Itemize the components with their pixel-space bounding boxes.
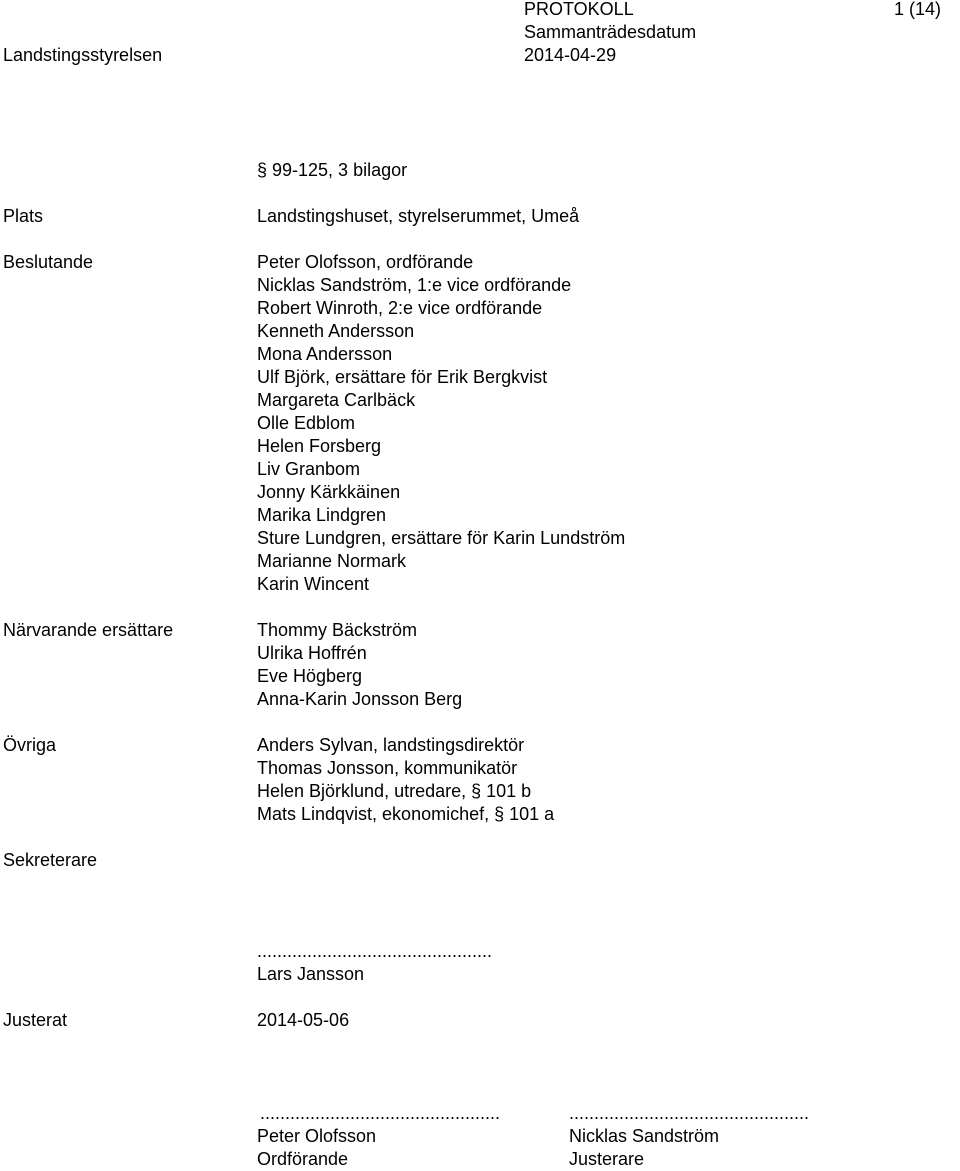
list-item: Olle Edblom — [257, 413, 356, 433]
list-item: Ulf Björk, ersättare för Erik Bergkvist — [257, 367, 548, 387]
meeting-date: 2014-04-29 — [524, 45, 617, 65]
others-list — [257, 734, 554, 826]
secretary-label: Sekreterare — [3, 850, 98, 870]
list-item: Nicklas Sandström, 1:e vice ordförande — [257, 275, 572, 295]
adjuster-role: Justerare — [569, 1149, 645, 1169]
list-item: Margareta Carlbäck — [257, 390, 416, 410]
list-item: Karin Wincent — [257, 574, 370, 594]
adjusted-label: Justerat — [3, 1010, 68, 1030]
secretary-signature-line: ............................................... — [257, 941, 493, 961]
list-item: Helen Forsberg — [257, 436, 382, 456]
paragraph-range: § 99-125, 3 bilagor — [257, 160, 408, 180]
adjuster-signature-line: ................................................ — [569, 1103, 810, 1123]
substitutes-label: Närvarande ersättare — [3, 620, 174, 640]
list-item: Anna-Karin Jonsson Berg — [257, 689, 463, 709]
list-item: Liv Granbom — [257, 459, 361, 479]
list-item: Eve Högberg — [257, 666, 363, 686]
page-number: 1 (14) — [894, 0, 942, 19]
list-item: Thomas Jonsson, kommunikatör — [257, 758, 518, 778]
list-item: Ulrika Hoffrén — [257, 643, 367, 663]
list-item: Robert Winroth, 2:e vice ordförande — [257, 298, 543, 318]
secretary-name: Lars Jansson — [257, 964, 365, 984]
list-item: Mona Andersson — [257, 344, 393, 364]
chair-role: Ordförande — [257, 1149, 349, 1169]
document-type: PROTOKOLL — [524, 0, 634, 19]
list-item: Helen Björklund, utredare, § 101 b — [257, 781, 532, 801]
place-label: Plats — [3, 206, 44, 226]
organization-name: Landstingsstyrelsen — [3, 45, 163, 65]
chair-signature-line: ................................................ — [260, 1103, 501, 1123]
others-label: Övriga — [3, 735, 57, 755]
list-item: Mats Lindqvist, ekonomichef, § 101 a — [257, 804, 555, 824]
list-item: Thommy Bäckström — [257, 620, 418, 640]
place-value: Landstingshuset, styrelserummet, Umeå — [257, 206, 580, 226]
list-item: Marianne Normark — [257, 551, 407, 571]
list-item: Sture Lundgren, ersättare för Karin Lundström — [257, 528, 626, 548]
chair-name: Peter Olofsson — [257, 1126, 377, 1146]
deciding-list — [257, 251, 625, 596]
list-item: Peter Olofsson, ordförande — [257, 252, 474, 272]
list-item: Jonny Kärkkäinen — [257, 482, 401, 502]
substitutes-list — [257, 619, 462, 711]
adjuster-name: Nicklas Sandström — [569, 1126, 720, 1146]
list-item: Anders Sylvan, landstingsdirektör — [257, 735, 525, 755]
list-item: Marika Lindgren — [257, 505, 387, 525]
list-item: Kenneth Andersson — [257, 321, 415, 341]
meeting-date-label: Sammanträdesdatum — [524, 22, 697, 42]
deciding-label: Beslutande — [3, 252, 94, 272]
adjusted-date: 2014-05-06 — [257, 1010, 350, 1030]
